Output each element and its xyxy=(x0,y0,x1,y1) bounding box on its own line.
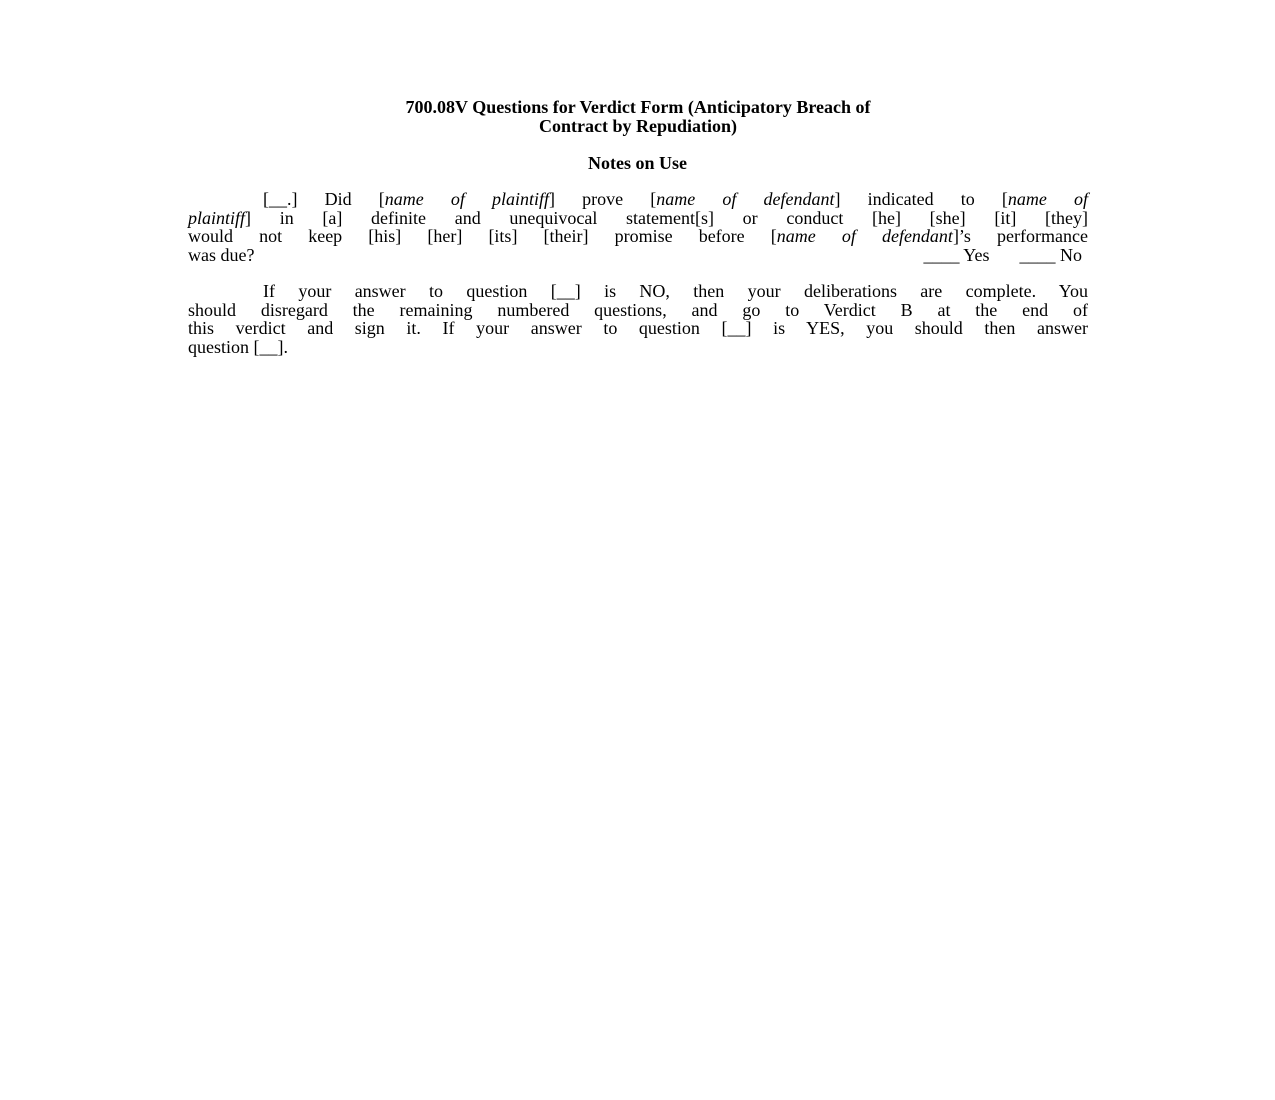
instruction-line: this verdict and sign it. If your answer to question [__] is YES, you should then answer xyxy=(188,318,1088,338)
question-line: would not keep [his] [her] [its] [their] promise before [name of defendant]’s performance xyxy=(188,226,1088,246)
instruction-paragraph xyxy=(188,282,1088,356)
instruction-line: If your answer to question [__] is NO, then your deliberations are complete. You xyxy=(263,281,1088,301)
yes-answer-blank[interactable]: ____ Yes xyxy=(923,244,990,265)
no-answer-blank[interactable]: ____ No xyxy=(1019,244,1082,265)
question-line: plaintiff] in [a] definite and unequivocal statement[s] or conduct [he] [she] [it] [they] xyxy=(188,207,1088,228)
instruction-line: question [__]. xyxy=(188,336,288,357)
verdict-question xyxy=(188,190,1088,264)
title-line-2: Contract by Repudiation) xyxy=(538,116,737,136)
document-title xyxy=(0,98,1275,136)
question-line: [__.] Did [name of plaintiff] prove [name of defendant] indicated to [name of xyxy=(263,189,1088,209)
notes-heading: Notes on Use xyxy=(588,153,687,173)
question-line: was due? ____ Yes ____ No xyxy=(188,244,1082,265)
instruction-line: should disregard the remaining numbered questions, and go to Verdict B at the end of xyxy=(188,299,1088,320)
title-line-1: 700.08V Questions for Verdict Form (Anticipatory Breach of xyxy=(405,97,871,117)
